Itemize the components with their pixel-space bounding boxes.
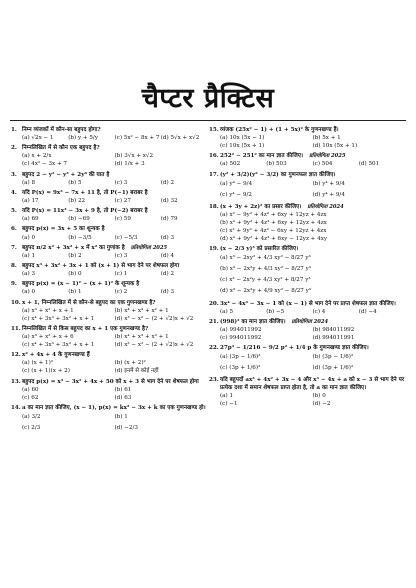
question-text-wrap — [22, 189, 207, 197]
question-number: 14. — [11, 404, 21, 411]
question-text-wrap — [22, 262, 207, 270]
answer-option: (d) 32 — [160, 197, 178, 204]
question-text-wrap — [22, 126, 207, 134]
answer-option: (a) 3/2 — [22, 413, 41, 420]
answer-option: (b) −5 — [266, 308, 285, 315]
question-header — [11, 262, 207, 270]
question-item — [11, 378, 207, 402]
question-text: 252² − 251² का मान ज्ञात कीजिए। — [220, 153, 304, 160]
answer-option: (a) √2x − 1 — [22, 135, 54, 142]
answer-option: (a) x + 2/x — [22, 153, 52, 160]
question-item — [11, 262, 207, 278]
answer-option: (b) 1 — [114, 413, 128, 420]
options-list — [11, 152, 207, 168]
question-header — [11, 299, 207, 307]
answer-option: (a) 1 — [22, 252, 36, 259]
question-text-wrap — [22, 325, 207, 333]
answer-option: (a) x³ − 2xy² + 4/3 xy² − 8/27 y³ — [220, 255, 311, 262]
answer-option: (c) 2 — [114, 289, 128, 296]
options-list — [11, 134, 207, 142]
question-number: 18. — [209, 203, 219, 210]
question-text-wrap — [220, 203, 405, 211]
question-header — [11, 171, 207, 179]
question-text: (998)³ का मान ज्ञात कीजिए। — [220, 318, 286, 325]
question-header — [209, 245, 405, 253]
answer-option: (d) −2 — [312, 401, 331, 408]
question-text: x + 1, निम्नलिखित में से कौन-से बहुपद का एक गुणनखण्ड है? — [22, 299, 156, 306]
options-list — [11, 288, 207, 296]
answer-option: (a) (x + 1)² — [22, 360, 54, 367]
answer-option: (a) (3p − 1/6)³ — [220, 354, 261, 361]
answer-option: (b) −69 — [68, 216, 90, 223]
answer-option: (a) y⁴ − 9/4 — [220, 180, 253, 187]
question-header — [209, 171, 405, 179]
question-header — [209, 126, 405, 134]
options-list — [11, 307, 207, 323]
question-text: निम्नलिखित में से किस बहुपद का x + 1 एक गुणनखण्ड है? — [22, 325, 149, 332]
answer-option: (b) 0 — [312, 393, 326, 400]
question-header — [11, 351, 207, 359]
answer-option: (b) x² + 9y² + 4z² + 6xy + 12yz + 4zx — [220, 219, 327, 226]
question-text-wrap — [22, 207, 207, 215]
answer-option: (b) 0 — [68, 271, 82, 278]
question-header — [209, 376, 405, 392]
question-header — [209, 344, 405, 352]
answer-option: (c) 5x² − 8x + 7 — [114, 135, 160, 142]
answer-option: (c) 4x² − 3x + 7 — [22, 161, 67, 168]
question-header — [11, 126, 207, 134]
question-header — [11, 280, 207, 288]
answer-option: (d) इनमें से कोई नहीं — [114, 368, 159, 375]
question-text-wrap — [220, 245, 405, 253]
answer-option: (d) 3 — [160, 289, 175, 296]
answer-option: (a) 60 — [22, 386, 39, 393]
question-header — [209, 300, 405, 308]
options-list — [11, 359, 207, 375]
options-list — [11, 179, 207, 187]
question-text: बहुपद π/2 x² + 3x² + x में x² का गुणांक है — [22, 244, 125, 251]
answer-option: (a) 10x (5x − 1) — [220, 135, 265, 142]
question-number: 8. — [11, 263, 17, 270]
question-text: यदि P(x) = 9x³ − 7x + 11 है, तो P(−1) बराबर है — [22, 189, 148, 196]
answer-option: (a) 17 — [22, 197, 39, 204]
question-source: प्रतियोगिता 2025 — [309, 153, 346, 160]
question-header — [11, 189, 207, 197]
options-list — [11, 270, 207, 278]
answer-option: (a) x² − 9y² + 4z² + 6xy + 12yz + 4zx — [220, 211, 327, 218]
options-list — [11, 252, 207, 260]
question-number: 6. — [11, 226, 17, 233]
answer-option: (d) 1/x + 3 — [114, 161, 145, 168]
answer-option: (d) x³ − x² − (2 + √2)x + √2 — [114, 315, 194, 322]
options-list — [11, 197, 207, 205]
answer-option: (a) 994011992 — [220, 326, 262, 333]
question-header — [11, 207, 207, 215]
question-text-wrap — [22, 299, 207, 307]
question-text-wrap — [22, 404, 207, 412]
question-text-wrap — [220, 344, 405, 352]
question-text: निम्नलिखित में से कौन एक बहुपद है? — [22, 145, 100, 152]
answer-option: (c) x³ − 2x²y + 4/3 xy² + 8/27 y³ — [220, 277, 311, 284]
question-number: 16. — [209, 153, 219, 160]
question-item — [11, 299, 207, 323]
answer-option: (b) 5 — [68, 179, 82, 186]
question-item — [11, 351, 207, 375]
answer-option: (c) y⁴ − 9/2 — [220, 191, 252, 198]
question-header — [209, 203, 405, 211]
answer-option: (b) 2 — [68, 252, 82, 259]
question-number: 15. — [209, 127, 219, 133]
answer-option: (d) x³ − x² − (2 + √2)x + √2 — [114, 342, 194, 348]
question-text: व्यंजक (25x² − 1) + (1 + 5x)² के गुणनखण्ड हैं। — [220, 127, 339, 133]
answer-option: (c) x⁴ + 3x³ + 3x² + x + 1 — [22, 342, 95, 348]
answer-option: (b) y + 5/y — [68, 135, 98, 142]
answer-option: (b) 1 — [68, 289, 82, 296]
options-list — [209, 160, 405, 168]
question-text-wrap — [220, 376, 405, 392]
options-list — [209, 392, 405, 408]
question-item — [209, 300, 405, 316]
question-text: बहुपद p(x) = (x − 1)² − (x + 1)² के शून्यक है — [22, 281, 140, 288]
question-item — [11, 207, 207, 223]
question-number: 22. — [209, 345, 219, 352]
question-item — [209, 203, 405, 243]
options-list — [11, 234, 207, 242]
question-number: 12. — [11, 352, 21, 359]
right-column — [209, 126, 405, 411]
options-list — [209, 179, 405, 201]
answer-option: (d) −4 — [358, 308, 377, 315]
question-item — [209, 152, 405, 168]
answer-option: (d) 79 — [160, 216, 178, 223]
answer-option: (d) 5√x + x√2 — [160, 135, 200, 142]
answer-option: (c) 2/3 — [22, 424, 41, 431]
question-text-wrap — [220, 171, 405, 179]
options-list — [11, 215, 207, 223]
options-list — [209, 253, 405, 297]
options-list — [209, 134, 405, 150]
question-text-wrap — [22, 171, 207, 179]
answer-option: (d) −2/3 — [114, 424, 138, 431]
answer-option: (d) 3 — [160, 234, 175, 241]
question-text-wrap — [220, 318, 405, 326]
answer-option: (b) 61 — [114, 386, 132, 393]
question-source: प्रतियोगिता 2024 — [307, 203, 344, 210]
question-text-wrap — [220, 152, 405, 160]
answer-option: (a) 5 — [220, 308, 234, 315]
question-item — [11, 244, 207, 260]
question-text: बहुपद 2 − y² − y³ + 2y⁸ की घात है — [22, 171, 110, 178]
question-text-wrap — [22, 351, 207, 359]
answer-option: (a) 1 — [220, 393, 234, 400]
question-header — [11, 404, 207, 412]
question-number: 5. — [11, 208, 17, 215]
answer-option: (b) 503 — [266, 161, 287, 168]
answer-option: (d) 2 — [160, 271, 175, 278]
answer-option: (c) 27 — [114, 197, 131, 204]
question-number: 1. — [11, 127, 17, 133]
answer-option: (d) 63 — [114, 394, 132, 401]
answer-option: (b) x⁴ + x³ + x² + 1 — [114, 333, 169, 340]
question-item — [209, 344, 405, 374]
answer-option: (c) 3 — [114, 252, 128, 259]
answer-option: (d) x² + 9y² + 4z² + 6xy − 12yz + 4xy — [220, 236, 328, 243]
answer-option: (d) y⁴ + 9/4 — [312, 191, 345, 198]
answer-option: (b) 22 — [68, 197, 86, 204]
options-list — [209, 326, 405, 342]
options-list — [209, 352, 405, 374]
options-list — [11, 386, 207, 402]
answer-option: (b) 984011992 — [312, 326, 355, 333]
question-text: 27p³ − 1/216 − 9/2 p² + 1/4 p के गुणनखण्ड ज्ञात कीजिए। — [220, 345, 369, 352]
page-title: चैप्टर प्रैक्टिस — [141, 83, 275, 114]
question-text: (x − 2/3 y)³ को प्रसारित कीजिए। — [220, 246, 299, 253]
question-text-wrap — [22, 378, 207, 386]
question-item — [11, 171, 207, 187]
answer-option: (c) (x + 1)(x + 2) — [22, 368, 70, 375]
question-text: बहुपद x³ + 3x² + 3x + 1 को (x + 1) से भाग देने पर शेषफल होगा — [22, 263, 180, 270]
answer-option: (c) −5/3 — [114, 234, 138, 241]
answer-option: (b) (x + 2)² — [114, 360, 146, 367]
question-text: बहुपद p(x) = x³ − 3x² + 4x + 50 को x + 3 से भाग देने पर शेषफल होगा — [22, 378, 199, 385]
question-text-wrap — [22, 144, 207, 152]
question-text: बहुपद p(x) = 3x + 5 का शून्यक है — [22, 226, 105, 233]
question-header — [11, 144, 207, 152]
options-list — [11, 412, 207, 434]
answer-option: (b) y⁴ + 9/4 — [312, 180, 345, 187]
answer-option: (c) 3 — [114, 179, 128, 186]
answer-option: (a) 502 — [220, 161, 241, 168]
answer-option: (c) 10x (5x + 1) — [220, 143, 265, 150]
answer-option: (a) 3 — [22, 271, 36, 278]
answer-option: (c) 62 — [22, 394, 39, 401]
question-header — [11, 325, 207, 333]
question-number: 7. — [11, 244, 17, 251]
question-item — [11, 280, 207, 296]
answer-option: (c) (3p + 1/6)³ — [220, 365, 261, 372]
question-item — [209, 245, 405, 297]
question-text: (y² + 3/2)(y² − 3/2) का गुणनफल ज्ञात कीजिए। — [220, 171, 336, 178]
question-header — [11, 244, 207, 252]
answer-option: (a) 69 — [22, 216, 39, 223]
answer-option: (c) 994011992 — [220, 334, 262, 341]
title-divider — [10, 120, 406, 121]
answer-option: (b) (3p − 1/6)² — [312, 354, 354, 361]
question-item — [11, 126, 207, 142]
question-number: 9. — [11, 281, 17, 288]
question-number: 21. — [209, 318, 219, 325]
question-item — [11, 225, 207, 241]
answer-option: (b) 3√x + x√2 — [114, 153, 154, 160]
answer-option: (d) x³ − 2x²y + 4/9 xy² − 8/27 y³ — [220, 288, 312, 295]
answer-option: (c) x⁴ + 3x³ + 3x² + x + 1 — [22, 315, 95, 322]
options-list — [209, 211, 405, 243]
question-number: 4. — [11, 189, 17, 196]
question-item — [209, 376, 405, 408]
question-item — [209, 171, 405, 201]
question-item — [209, 318, 405, 342]
question-item — [209, 126, 405, 150]
answer-option: (b) 5x + 1 — [312, 135, 341, 142]
answer-option: (c) 59 — [114, 216, 131, 223]
answer-option: (a) 0 — [22, 234, 36, 241]
question-item — [11, 189, 207, 205]
answer-option: (d) (3p + 1/6)² — [312, 365, 354, 372]
answer-option: (d) 10x (5x + 1) — [312, 143, 358, 150]
question-number: 17. — [209, 171, 219, 178]
answer-option: (a) x³ + x² + x + 6 — [22, 333, 74, 340]
answer-option: (b) x³ − 2x²y + 4/3 xy² − 8/27 y³ — [220, 266, 312, 273]
question-text-wrap — [22, 280, 207, 288]
question-number: 20. — [209, 300, 219, 307]
answer-option: (d) 501 — [358, 161, 380, 168]
question-header — [11, 378, 207, 386]
question-text: a का मान ज्ञात कीजिए, (x − 1), p(x) = kx² − 3x + k का एक गुणनखण्ड हो। — [22, 404, 206, 411]
answer-option: (c) 504 — [312, 161, 333, 168]
question-text: (x + 3y + 2z)² का प्रसार कीजिए। — [220, 203, 302, 210]
question-header — [209, 318, 405, 326]
question-number: 23. — [209, 377, 219, 384]
question-header — [209, 152, 405, 160]
answer-option: (d) 4 — [160, 252, 175, 259]
question-text-wrap — [22, 225, 207, 233]
options-list — [11, 333, 207, 349]
answer-option: (d) 2 — [160, 179, 175, 186]
question-source: प्रतियोगिता 2024 — [291, 318, 329, 325]
question-text: निम्न व्यंजकों में कौन-सा बहुपद होगा? — [22, 127, 101, 133]
question-number: 11. — [11, 325, 21, 332]
question-item — [11, 144, 207, 168]
question-number: 3. — [11, 171, 17, 178]
question-item — [11, 325, 207, 349]
answer-option: (a) 0 — [22, 289, 36, 296]
answer-option: (c) 4 — [312, 308, 326, 315]
answer-option: (d) 994011991 — [312, 334, 355, 341]
answer-option: (c) x² + 9y² + 4z² − 6xy + 12yz + 4zx — [220, 227, 327, 234]
question-item — [11, 404, 207, 434]
answer-option: (c) 1 — [114, 271, 128, 278]
question-text: यदि बहुपदों ax³ + 4x² + 3x − 4 और x³ − 4x + a को x − 3 से भाग देने पर प्रत्येक दशा में समान शेषफल प्राप्त होता है, तो a का मान ज्ञात कीजिए। — [220, 377, 405, 392]
question-text: 3x⁴ − 4x³ − 3x − 1 को (x − 1) से भाग देने पर प्राप्त शेषफल ज्ञात कीजिए। — [220, 300, 396, 307]
answer-option: (a) x³ + x² + x + 1 — [22, 307, 74, 314]
question-text-wrap — [220, 126, 405, 134]
question-number: 2. — [11, 145, 17, 152]
answer-option: (a) 8 — [22, 179, 36, 186]
left-column — [11, 126, 207, 436]
answer-option: (b) x⁴ + x³ + x² + 1 — [114, 307, 169, 314]
question-text: यदि P(x) = 11x³ − 3x + 9 है, तो P(−2) बराबर है — [22, 208, 148, 215]
options-list — [209, 308, 405, 316]
question-text-wrap — [22, 244, 207, 252]
question-header — [11, 225, 207, 233]
answer-option: (b) −3/5 — [68, 234, 92, 241]
question-source: प्रतियोगिता 2025 — [130, 244, 168, 251]
question-number: 13. — [11, 378, 21, 385]
question-number: 19. — [209, 246, 219, 253]
answer-option: (c) −1 — [220, 401, 238, 408]
question-text-wrap — [220, 300, 405, 308]
question-text: x² + 4x + 4 के गुणनखण्ड हैं — [22, 352, 90, 359]
question-number: 10. — [11, 299, 21, 306]
